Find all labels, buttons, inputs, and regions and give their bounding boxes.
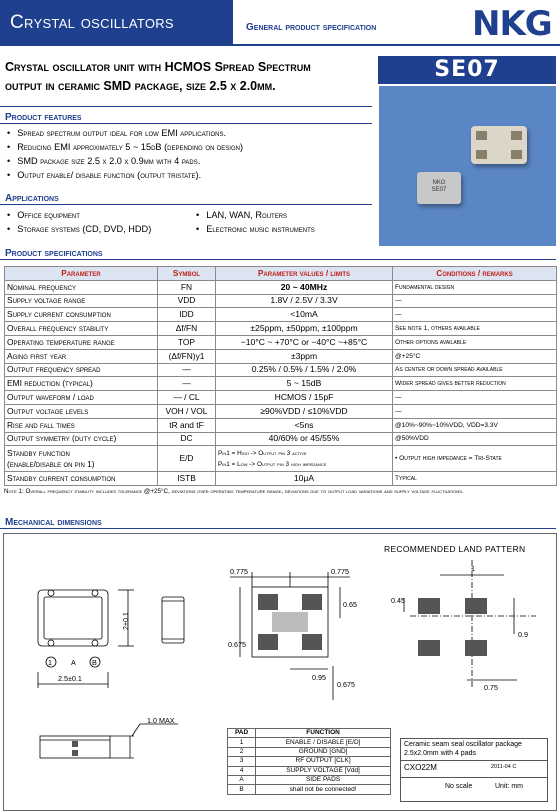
pad-id: 3	[228, 757, 256, 766]
pad-row	[228, 757, 391, 766]
title-block-rev: C	[512, 764, 517, 770]
land-dim-09-label: 0.9	[518, 630, 528, 639]
title-block-date-value: 2011-04	[491, 764, 511, 770]
title-block-date	[491, 764, 516, 770]
spec-symbol: VDD	[158, 294, 216, 308]
spec-remark: —	[393, 404, 557, 418]
land-dim-045-label: 0.45	[391, 596, 405, 605]
chip-marking-line1: NKG	[432, 180, 446, 186]
castellation	[48, 590, 54, 596]
package-lid	[44, 597, 102, 639]
bottom-pad-3	[302, 634, 322, 650]
pad-id: 1	[228, 738, 256, 747]
spec-param: Nominal frequency	[5, 280, 158, 294]
spec-value: ±3ppm	[216, 349, 393, 363]
spec-remark: @10%~90%~10%VDD, VDD=3.3V	[393, 418, 557, 432]
spec-param: Output voltage levels	[5, 404, 158, 418]
application-item: • Office equipment	[7, 208, 151, 222]
product-title-line2: output in ceramic SMD package, size 2.5 x 2.0mm.	[5, 79, 276, 93]
applications-heading: Applications	[5, 193, 59, 204]
spec-symbol: TOP	[158, 335, 216, 349]
spec-value: HCMOS / 15pF	[216, 391, 393, 405]
pad-header-row	[228, 729, 391, 738]
spec-value: <5ns	[216, 418, 393, 432]
spec-symbol: Δf/FN	[158, 322, 216, 336]
package-side-view	[162, 597, 184, 643]
spec-remark: —	[393, 308, 557, 322]
dim-width-label: 2.5±0.1	[58, 674, 82, 683]
standby-value-line2: Pin1 = Low -> Output pin 3 high impedance	[218, 460, 327, 468]
spec-remark: Wider spread gives better reduction	[393, 377, 557, 391]
spec-value: −10°C ~ +70°C or −40°C ~+85°C	[216, 335, 393, 349]
castellation	[48, 640, 54, 646]
mechanical-heading: Mechanical dimensions	[5, 517, 102, 528]
side-pad	[72, 741, 78, 747]
spec-remark: • Output high impedance = Tri-State	[393, 446, 557, 472]
pad-id: B	[228, 785, 256, 794]
title-block-unit: Unit: mm	[495, 783, 523, 790]
spec-value: ±25ppm, ±50ppm, ±100ppm	[216, 322, 393, 336]
spec-symbol: (Δf/FN)y1	[158, 349, 216, 363]
specs-heading: Product specifications	[5, 248, 103, 259]
col-header-values: Parameter values / limits	[216, 267, 393, 281]
spec-value: 40/60% or 45/55%	[216, 432, 393, 446]
pad-function: GROUND [GND]	[256, 747, 391, 756]
spec-symbol: tR and tF	[158, 418, 216, 432]
spec-symbol: — / CL	[158, 391, 216, 405]
title-block-part: CXO22M	[404, 763, 437, 772]
dim-0675b-label: 0.675	[337, 680, 355, 689]
pad-function: SIDE PADS	[256, 775, 391, 784]
standby-value-line1: Pin1 = High -> Output pin 3 active	[218, 449, 307, 457]
spec-symbol: —	[158, 377, 216, 391]
pad-row	[228, 747, 391, 756]
application-item: • LAN, WAN, Routers	[196, 208, 315, 222]
pad-function-table	[227, 728, 391, 795]
feature-item: • Spread spectrum output ideal for low EMI applications.	[7, 126, 373, 140]
spec-symbol: IDD	[158, 308, 216, 322]
model-name: SE07	[434, 57, 500, 82]
spec-value: 0.25% / 0.5% / 1.5% / 2.0%	[216, 363, 393, 377]
dim-max-height-label: 1.0 MAX	[147, 716, 175, 725]
castellation	[92, 640, 98, 646]
bottom-pad-2	[258, 634, 278, 650]
spec-value: 20 ~ 40MHz	[216, 280, 393, 294]
chip-marking-line2: SE07	[431, 187, 447, 193]
spec-label: General product specification	[246, 22, 377, 33]
pad-function: RF OUTPUT [CLK]	[256, 757, 391, 766]
col-header-parameter: Parameter	[5, 267, 158, 281]
land-dim-1-label: 1	[471, 564, 475, 573]
pad-function: ENABLE / DISABLE [E/D]	[256, 738, 391, 747]
spec-param: Overall frequency stability	[5, 322, 158, 336]
spec-param: Output symmetry (duty cycle)	[5, 432, 158, 446]
col-header-symbol: Symbol	[158, 267, 216, 281]
bottom-center-pad	[272, 612, 308, 632]
pad-row	[228, 738, 391, 747]
title-block-description: Ceramic seam seal oscillator package 2.5x2.0mm with 4 pads	[404, 741, 522, 757]
drawing-title-block	[400, 738, 548, 802]
pad-row	[228, 766, 391, 775]
land-pad	[418, 598, 440, 614]
spec-remark: Typical	[393, 472, 557, 486]
spec-value: <10mA	[216, 308, 393, 322]
dim-065-label: 0.65	[343, 600, 357, 609]
standby-param-line2: (enable/disable on pin 1)	[7, 458, 95, 469]
land-pad	[465, 598, 487, 614]
spec-param: Supply voltage range	[5, 294, 158, 308]
product-title-line1: Crystal oscillator unit with HCMOS Spread Spectrum	[5, 60, 311, 74]
land-pattern-label: RECOMMENDED LAND PATTERN	[384, 544, 526, 554]
spec-remark: —	[393, 294, 557, 308]
package-top-view	[38, 590, 108, 646]
feature-item: • SMD package size 2.5 x 2.0 x 0.9mm with 4 pads.	[7, 154, 373, 168]
spec-value: ≥90%VDD / ≤10%VDD	[216, 404, 393, 418]
pin-a-label: A	[71, 658, 76, 667]
pad-id: 2	[228, 747, 256, 756]
col-header-remarks: Conditions / remarks	[393, 267, 557, 281]
spec-remark: See note 1, others available	[393, 322, 557, 336]
application-item: • Electronic music instruments	[196, 222, 315, 236]
spec-remark: @+25°C	[393, 349, 557, 363]
feature-item: • Reducing EMI approximately 5 ~ 15dB (depending on design)	[7, 140, 373, 154]
pad-col-header: PAD	[228, 729, 256, 738]
spec-param: Supply current consumption	[5, 308, 158, 322]
pad-function: shall not be connected!	[256, 785, 391, 794]
side-pad	[72, 750, 78, 756]
standby-param-line1: Standby function	[7, 447, 70, 458]
spec-symbol: ISTB	[158, 472, 216, 486]
spec-param: Output waveform / load	[5, 391, 158, 405]
pad-id: 4	[228, 766, 256, 775]
dim-0775-label-right: 0.775	[331, 567, 349, 576]
feature-item: • Output enable/ disable function (output tristate).	[7, 168, 373, 182]
spec-value: 10μA	[216, 472, 393, 486]
spec-param: Output frequency spread	[5, 363, 158, 377]
spec-symbol: VOH / VOL	[158, 404, 216, 418]
features-heading: Product features	[5, 112, 82, 123]
spec-value: 5 ~ 15dB	[216, 377, 393, 391]
pad-function: SUPPLY VOLTAGE [Vdd]	[256, 766, 391, 775]
spec-remark: As center or down spread available	[393, 363, 557, 377]
spec-param: EMI reduction (typical)	[5, 377, 158, 391]
spec-param: Rise and fall times	[5, 418, 158, 432]
dim-0675-label: 0.675	[228, 640, 246, 649]
castellation	[92, 590, 98, 596]
dim-0775-label: 0.775	[230, 567, 248, 576]
spec-symbol: —	[158, 363, 216, 377]
spec-symbol: DC	[158, 432, 216, 446]
dim-height-label: 2±0.1	[121, 612, 130, 630]
spec-remark: Fundamental design	[393, 280, 557, 294]
spec-param: Standby current consumption	[5, 472, 158, 486]
category-title: Crystal oscillators	[10, 12, 174, 33]
application-item: • Storage systems (CD, DVD, HDD)	[7, 222, 151, 236]
pin-b-label: B	[92, 658, 97, 667]
spec-symbol: FN	[158, 280, 216, 294]
dim-095-label: 0.95	[312, 673, 326, 682]
land-dim-075-label: 0.75	[484, 683, 498, 692]
brand-logo: NKG	[472, 4, 552, 44]
spec-remark: —	[393, 391, 557, 405]
spec-param: Aging first year	[5, 349, 158, 363]
spec-remark: @50%VDD	[393, 432, 557, 446]
pad-id: A	[228, 775, 256, 784]
title-block-scale: No scale	[445, 783, 473, 790]
pad-row	[228, 775, 391, 784]
pin1-label: 1	[48, 658, 52, 667]
function-col-header: FUNCTION	[256, 729, 391, 738]
spec-value: 1.8V / 2.5V / 3.3V	[216, 294, 393, 308]
spec-symbol: E/D	[158, 446, 216, 472]
spec-note: Note 1: Overall frequency stability includes tolerance @+25°C, deviations over operating temperature range, deviations due to output load variations and supply voltage fluctuations.	[4, 488, 464, 495]
land-pad	[465, 640, 487, 656]
land-pad	[418, 640, 440, 656]
bottom-pad-4	[302, 594, 322, 610]
spec-param: Operating temperature range	[5, 335, 158, 349]
pad-row	[228, 785, 391, 794]
spec-remark: Other options available	[393, 335, 557, 349]
bottom-pad-1	[258, 594, 278, 610]
